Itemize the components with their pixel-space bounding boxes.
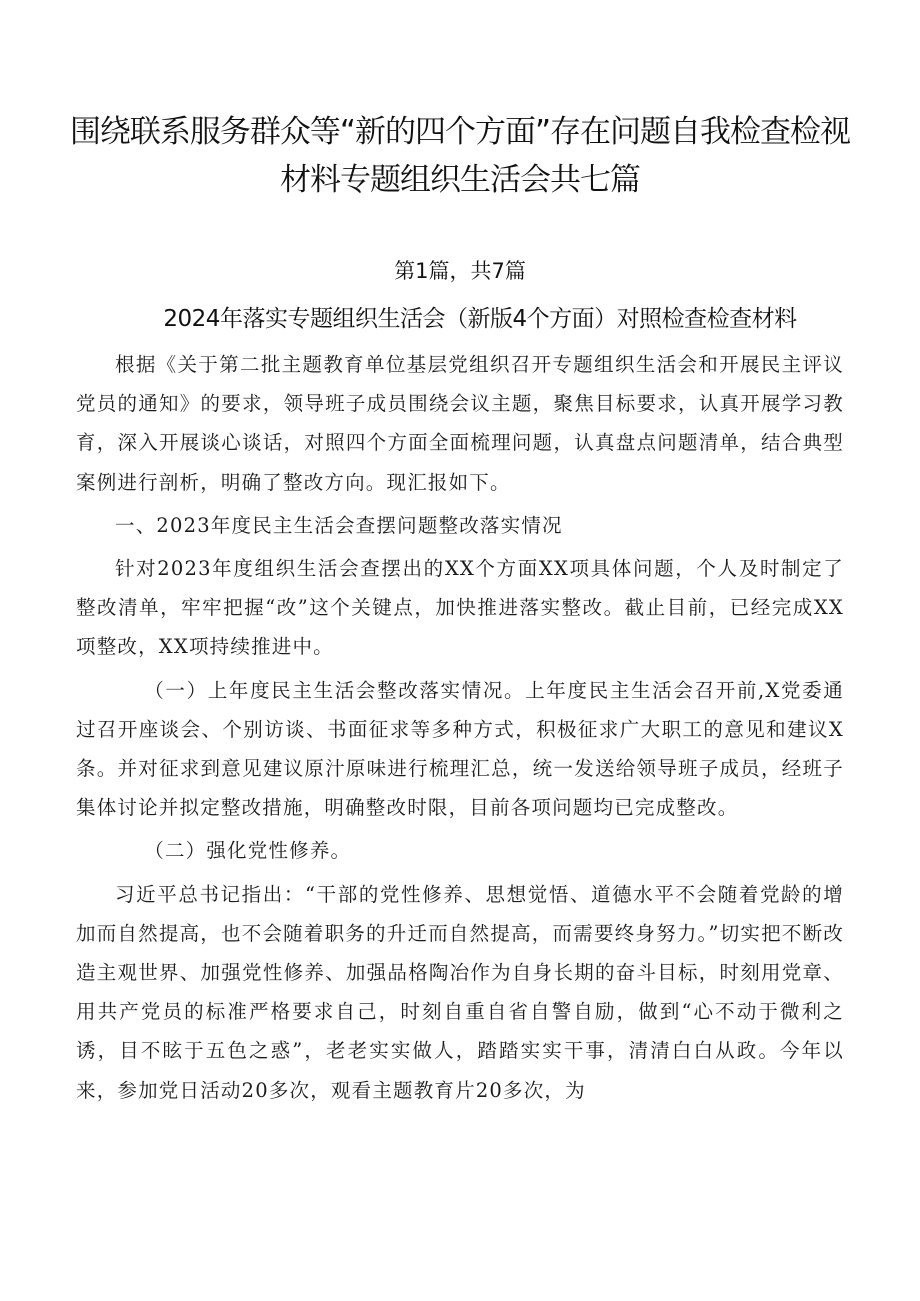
paragraph-party-spirit: 习近平总书记指出：“干部的党性修养、思想觉悟、道德水平不会随着党龄的增加而自然提高，也不会随着职务的升迁而自然提高，而需要终身努力。”切实把不断改造主观世界、加强党性修养、加强品格陶冶作为自身长期的奋斗目标，时刻用党章、用共产党员的标准严格要求自己，时刻自重自省自警自励，做到“心不动于微利之诱，目不眩于五色之惑”，老老实实做人，踏踏实实干事，清清白白从政。今年以来，参加党日活动20多次，观看主题教育片20多次，为 xyxy=(76,882,844,1102)
part-indicator: 第1篇，共7篇 xyxy=(394,259,526,283)
document-body xyxy=(76,345,844,1110)
paragraph-intro: 根据《关于第二批主题教育单位基层党组织召开专题组织生活会和开展民主评议党员的通知》的要求，领导班子成员围绕会议主题，聚焦目标要求，认真开展学习教育，深入开展谈心谈话，对照四个方面全面梳理问题，认真盘点问题清单，结合典型案例进行剖析，明确了整改方向。现汇报如下。 xyxy=(76,353,844,494)
section-title: 2024年落实专题组织生活会（新版4个方面）对照检查检查材料 xyxy=(163,306,797,332)
paragraph-rectification: 针对2023年度组织生活会查摆出的XX个方面XX项具体问题，个人及时制定了整改清单，牢牢把握“改”这个关键点，加快推进落实整改。截止目前，已经完成XX项整改，XX项持续推进中。 xyxy=(76,557,844,659)
document-title: 围绕联系服务群众等“新的四个方面”存在问题自我检查检视材料专题组织生活会共七篇 xyxy=(69,114,851,198)
heading-subsection-2: （二）强化党性修养。 xyxy=(144,839,352,863)
heading-section-1: 一、2023年度民主生活会查摆问题整改落实情况 xyxy=(115,513,563,537)
paragraph-subsection-1: （一）上年度民主生活会整改落实情况。上年度民主生活会召开前,X党委通过召开座谈会、个别访谈、书面征求等多种方式，积极征求广大职工的意见和建议X条。并对征求到意见建议原汁原味进行梳理汇总，统一发送给领导班子成员，经班子集体讨论并拟定整改措施，明确整改时限，目前各项问题均已完成整改。 xyxy=(76,678,844,820)
